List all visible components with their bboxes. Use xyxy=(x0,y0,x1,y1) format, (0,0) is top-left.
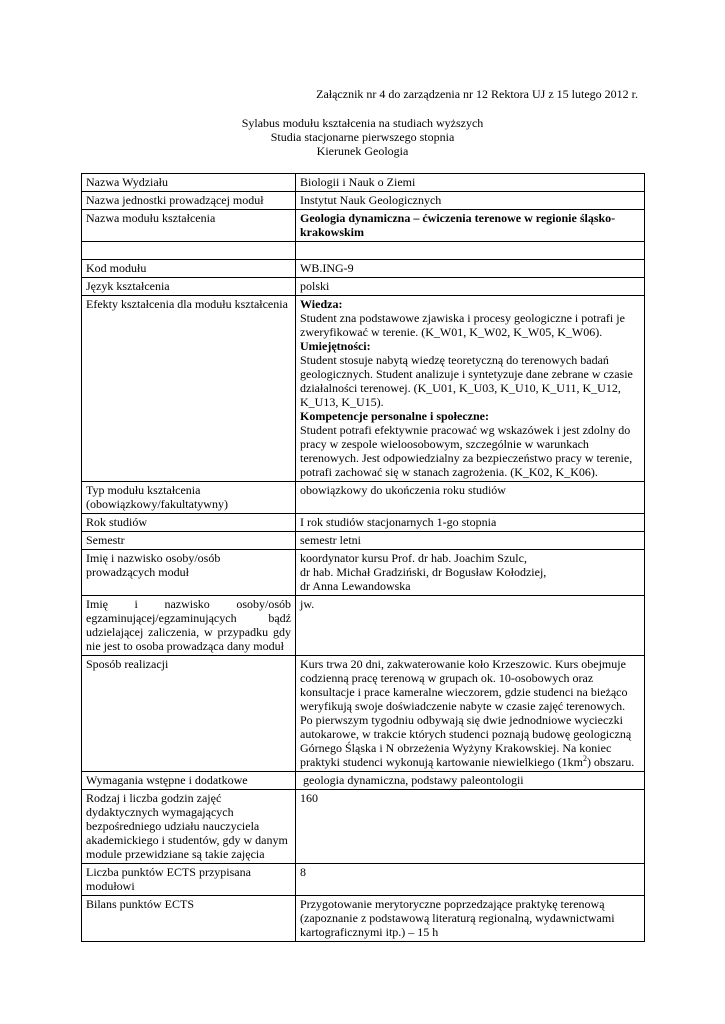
table-row xyxy=(82,656,645,772)
year-value: I rok studiów stacjonarnych 1-go stopnia xyxy=(296,514,645,532)
unit-label: Nazwa jednostki prowadzącej moduł xyxy=(82,192,296,210)
balance-value: Przygotowanie merytoryczne poprzedzające praktykę terenową (zapoznanie z podstawową literaturą regionalną, wydawnictwami kartograficznymi itp.) – 15 h xyxy=(296,896,645,942)
method-superscript: 2 xyxy=(582,754,587,763)
semester-value: semestr letni xyxy=(296,532,645,550)
module-name-value: Geologia dynamiczna – ćwiczenia terenowe w regionie śląsko-krakowskim xyxy=(296,210,645,242)
requirements-label: Wymagania wstępne i dodatkowe xyxy=(82,772,296,790)
table-row xyxy=(82,550,645,596)
code-label: Kod modułu xyxy=(82,260,296,278)
method-label: Sposób realizacji xyxy=(82,656,296,772)
empty-cell xyxy=(296,242,645,260)
table-row xyxy=(82,482,645,514)
language-label: Język kształcenia xyxy=(82,278,296,296)
heading-line-study-mode: Studia stacjonarne pierwszego stopnia xyxy=(270,130,455,144)
table-row xyxy=(82,864,645,896)
empty-cell xyxy=(82,242,296,260)
teachers-label: Imię i nazwisko osoby/osób prowadzących moduł xyxy=(82,550,296,596)
skills-title: Umiejętności: xyxy=(300,339,371,353)
outcomes-label: Efekty kształcenia dla modułu kształcenia xyxy=(82,296,296,482)
table-row xyxy=(82,596,645,656)
table-row xyxy=(82,210,645,242)
document-heading xyxy=(0,116,725,158)
table-row xyxy=(82,790,645,864)
knowledge-title: Wiedza: xyxy=(300,297,343,311)
table-row-empty xyxy=(82,242,645,260)
method-text-end: ) obszaru. xyxy=(586,755,635,769)
balance-label: Bilans punktów ECTS xyxy=(82,896,296,942)
table-row xyxy=(82,896,645,942)
unit-value: Instytut Nauk Geologicznych xyxy=(296,192,645,210)
heading-line-syllabus: Sylabus modułu kształcenia na studiach wyższych xyxy=(241,116,484,130)
examiners-label: Imię i nazwisko osoby/osób egzaminującej/egzaminujących bądź udzielającej zaliczenia, w przypadku gdy nie jest to osoba prowadząca dany moduł xyxy=(82,596,296,656)
table-row xyxy=(82,514,645,532)
examiners-value: jw. xyxy=(296,596,645,656)
competences-title: Kompetencje personalne i społeczne: xyxy=(300,409,489,423)
heading-line-field: Kierunek Geologia xyxy=(316,144,409,158)
year-label: Rok studiów xyxy=(82,514,296,532)
method-text: Kurs trwa 20 dni, zakwaterowanie koło Krzeszowic. Kurs obejmuje codzienną pracę terenową w grupach ok. 10-osobowych oraz konsultacje i prace kameralne wieczorem, gdzie studenci na bieżąco weryfikują swoje doświadczenie nabyte w czasie zajęć terenowych. Po pierwszym tygodniu odbywają się dwie jednodniowe wycieczki autokarowe, w trakcie których studenci poznają budowę geologiczną Górnego Śląska i N obrzeżenia Wyżyny Krakowskiej. Na koniec praktyki studenci wykonują kartowanie niewielkiego (1km xyxy=(300,657,632,769)
semester-label: Semestr xyxy=(82,532,296,550)
type-label: Typ modułu kształcenia (obowiązkowy/fakultatywny) xyxy=(82,482,296,514)
annex-note: Załącznik nr 4 do zarządzenia nr 12 Rektora UJ z 15 lutego 2012 r. xyxy=(316,87,638,101)
type-value: obowiązkowy do ukończenia roku studiów xyxy=(296,482,645,514)
hours-value: 160 xyxy=(296,790,645,864)
table-row xyxy=(82,296,645,482)
table-row xyxy=(82,532,645,550)
code-value: WB.ING-9 xyxy=(296,260,645,278)
knowledge-text: Student zna podstawowe zjawiska i procesy geologiczne i potrafi je zweryfikować w terenie. (K_W01, K_W02, K_W05, K_W06). xyxy=(300,311,625,339)
faculty-label: Nazwa Wydziału xyxy=(82,174,296,192)
table-row xyxy=(82,260,645,278)
faculty-value: Biologii i Nauk o Ziemi xyxy=(296,174,645,192)
table-row xyxy=(82,174,645,192)
ects-label: Liczba punktów ECTS przypisana modułowi xyxy=(82,864,296,896)
syllabus-table xyxy=(81,173,645,942)
hours-label: Rodzaj i liczba godzin zajęć dydaktycznych wymagających bezpośredniego udziału nauczyciela akademickiego i studentów, gdy w danym module przewidziane są takie zajęcia xyxy=(82,790,296,864)
table-row xyxy=(82,192,645,210)
teachers-value: koordynator kursu Prof. dr hab. Joachim Szulc, dr hab. Michał Gradziński, dr Bogusław Kołodziej, dr Anna Lewandowska xyxy=(296,550,645,596)
outcomes-value xyxy=(296,296,645,482)
language-value: polski xyxy=(296,278,645,296)
module-name-label: Nazwa modułu kształcenia xyxy=(82,210,296,242)
skills-text: Student stosuje nabytą wiedzę teoretyczną do terenowych badań geologicznych. Student analizuje i syntetyzuje dane zebrane w czasie działalności terenowej. (K_U01, K_U03, K_U10, K_U11, K_U12, K_U13, K_U15). xyxy=(300,353,633,409)
table-row xyxy=(82,772,645,790)
competences-text: Student potrafi efektywnie pracować wg wskazówek i jest zdolny do pracy w zespole wieloosobowym, szczególnie w warunkach terenowych. Jest odpowiedzialny za bezpieczeństwo pracy w terenie, potrafi zachować się w stanach zagrożenia. (K_K02, K_K06). xyxy=(300,423,633,479)
ects-value: 8 xyxy=(296,864,645,896)
method-value xyxy=(296,656,645,772)
requirements-value: geologia dynamiczna, podstawy paleontologii xyxy=(296,772,645,790)
table-row xyxy=(82,278,645,296)
